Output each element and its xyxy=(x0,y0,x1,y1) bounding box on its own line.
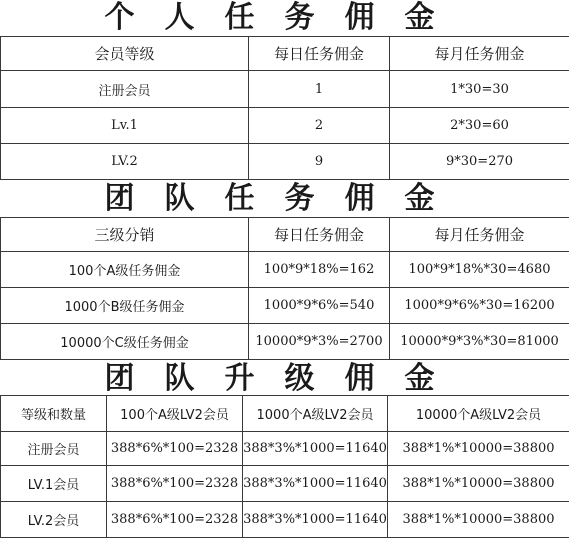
personal-commission-title: 个人任务佣金 xyxy=(104,0,465,35)
table-header-row xyxy=(1,396,569,432)
table-cell: LV.1会员 xyxy=(1,466,107,502)
table-cell: 388*3%*1000=11640 xyxy=(243,502,388,538)
table-row xyxy=(1,108,569,144)
header-cell: 每月任务佣金 xyxy=(390,218,569,252)
table-cell: 388*1%*10000=38800 xyxy=(388,432,569,466)
table-cell: 注册会员 xyxy=(1,71,249,108)
header-cell: 会员等级 xyxy=(1,37,249,71)
table-cell: 388*1%*10000=38800 xyxy=(388,466,569,502)
table-cell: 1000*9*6%*30=16200 xyxy=(390,288,569,324)
table-cell: 100个A级任务佣金 xyxy=(1,252,249,288)
personal-commission-table xyxy=(0,36,569,180)
table-cell: Lv.1 xyxy=(1,108,249,144)
team-upgrade-commission-table xyxy=(0,395,569,538)
header-cell: 每日任务佣金 xyxy=(249,218,390,252)
table-row xyxy=(1,502,569,538)
header-cell: 每月任务佣金 xyxy=(390,37,569,71)
team-task-commission-table xyxy=(0,217,569,360)
table-cell: 2*30=60 xyxy=(390,108,569,144)
table-cell: 100*9*18%*30=4680 xyxy=(390,252,569,288)
header-cell: 100个A级LV2会员 xyxy=(107,396,243,432)
table-row xyxy=(1,432,569,466)
table-cell: 388*6%*100=2328 xyxy=(107,432,243,466)
table-cell: 10000*9*3%*30=81000 xyxy=(390,324,569,360)
table-cell: 388*3%*1000=11640 xyxy=(243,432,388,466)
table-cell: 1 xyxy=(249,71,390,108)
table-row xyxy=(1,71,569,108)
table-row xyxy=(1,252,569,288)
table-cell: 388*6%*100=2328 xyxy=(107,502,243,538)
table-cell: 100*9*18%=162 xyxy=(249,252,390,288)
header-cell: 等级和数量 xyxy=(1,396,107,432)
table-cell: LV.2 xyxy=(1,144,249,180)
header-cell: 10000个A级LV2会员 xyxy=(388,396,569,432)
table-cell: 9 xyxy=(249,144,390,180)
table-cell: 10000*9*3%=2700 xyxy=(249,324,390,360)
table-header-row xyxy=(1,37,569,71)
table-cell: 388*3%*1000=11640 xyxy=(243,466,388,502)
team-upgrade-commission-title: 团队升级佣金 xyxy=(104,361,465,396)
table-header-row xyxy=(1,218,569,252)
table-row xyxy=(1,466,569,502)
table-row xyxy=(1,288,569,324)
table-row xyxy=(1,324,569,360)
table-cell: 388*6%*100=2328 xyxy=(107,466,243,502)
table-cell: 9*30=270 xyxy=(390,144,569,180)
table-cell: 1000个B级任务佣金 xyxy=(1,288,249,324)
table-cell: 2 xyxy=(249,108,390,144)
header-cell: 每日任务佣金 xyxy=(249,37,390,71)
table-cell: 1*30=30 xyxy=(390,71,569,108)
team-task-commission-title: 团队任务佣金 xyxy=(104,181,465,216)
table-cell: 388*1%*10000=38800 xyxy=(388,502,569,538)
table-cell: LV.2会员 xyxy=(1,502,107,538)
table-cell: 1000*9*6%=540 xyxy=(249,288,390,324)
header-cell: 1000个A级LV2会员 xyxy=(243,396,388,432)
table-row xyxy=(1,144,569,180)
table-cell: 10000个C级任务佣金 xyxy=(1,324,249,360)
header-cell: 三级分销 xyxy=(1,218,249,252)
table-cell: 注册会员 xyxy=(1,432,107,466)
